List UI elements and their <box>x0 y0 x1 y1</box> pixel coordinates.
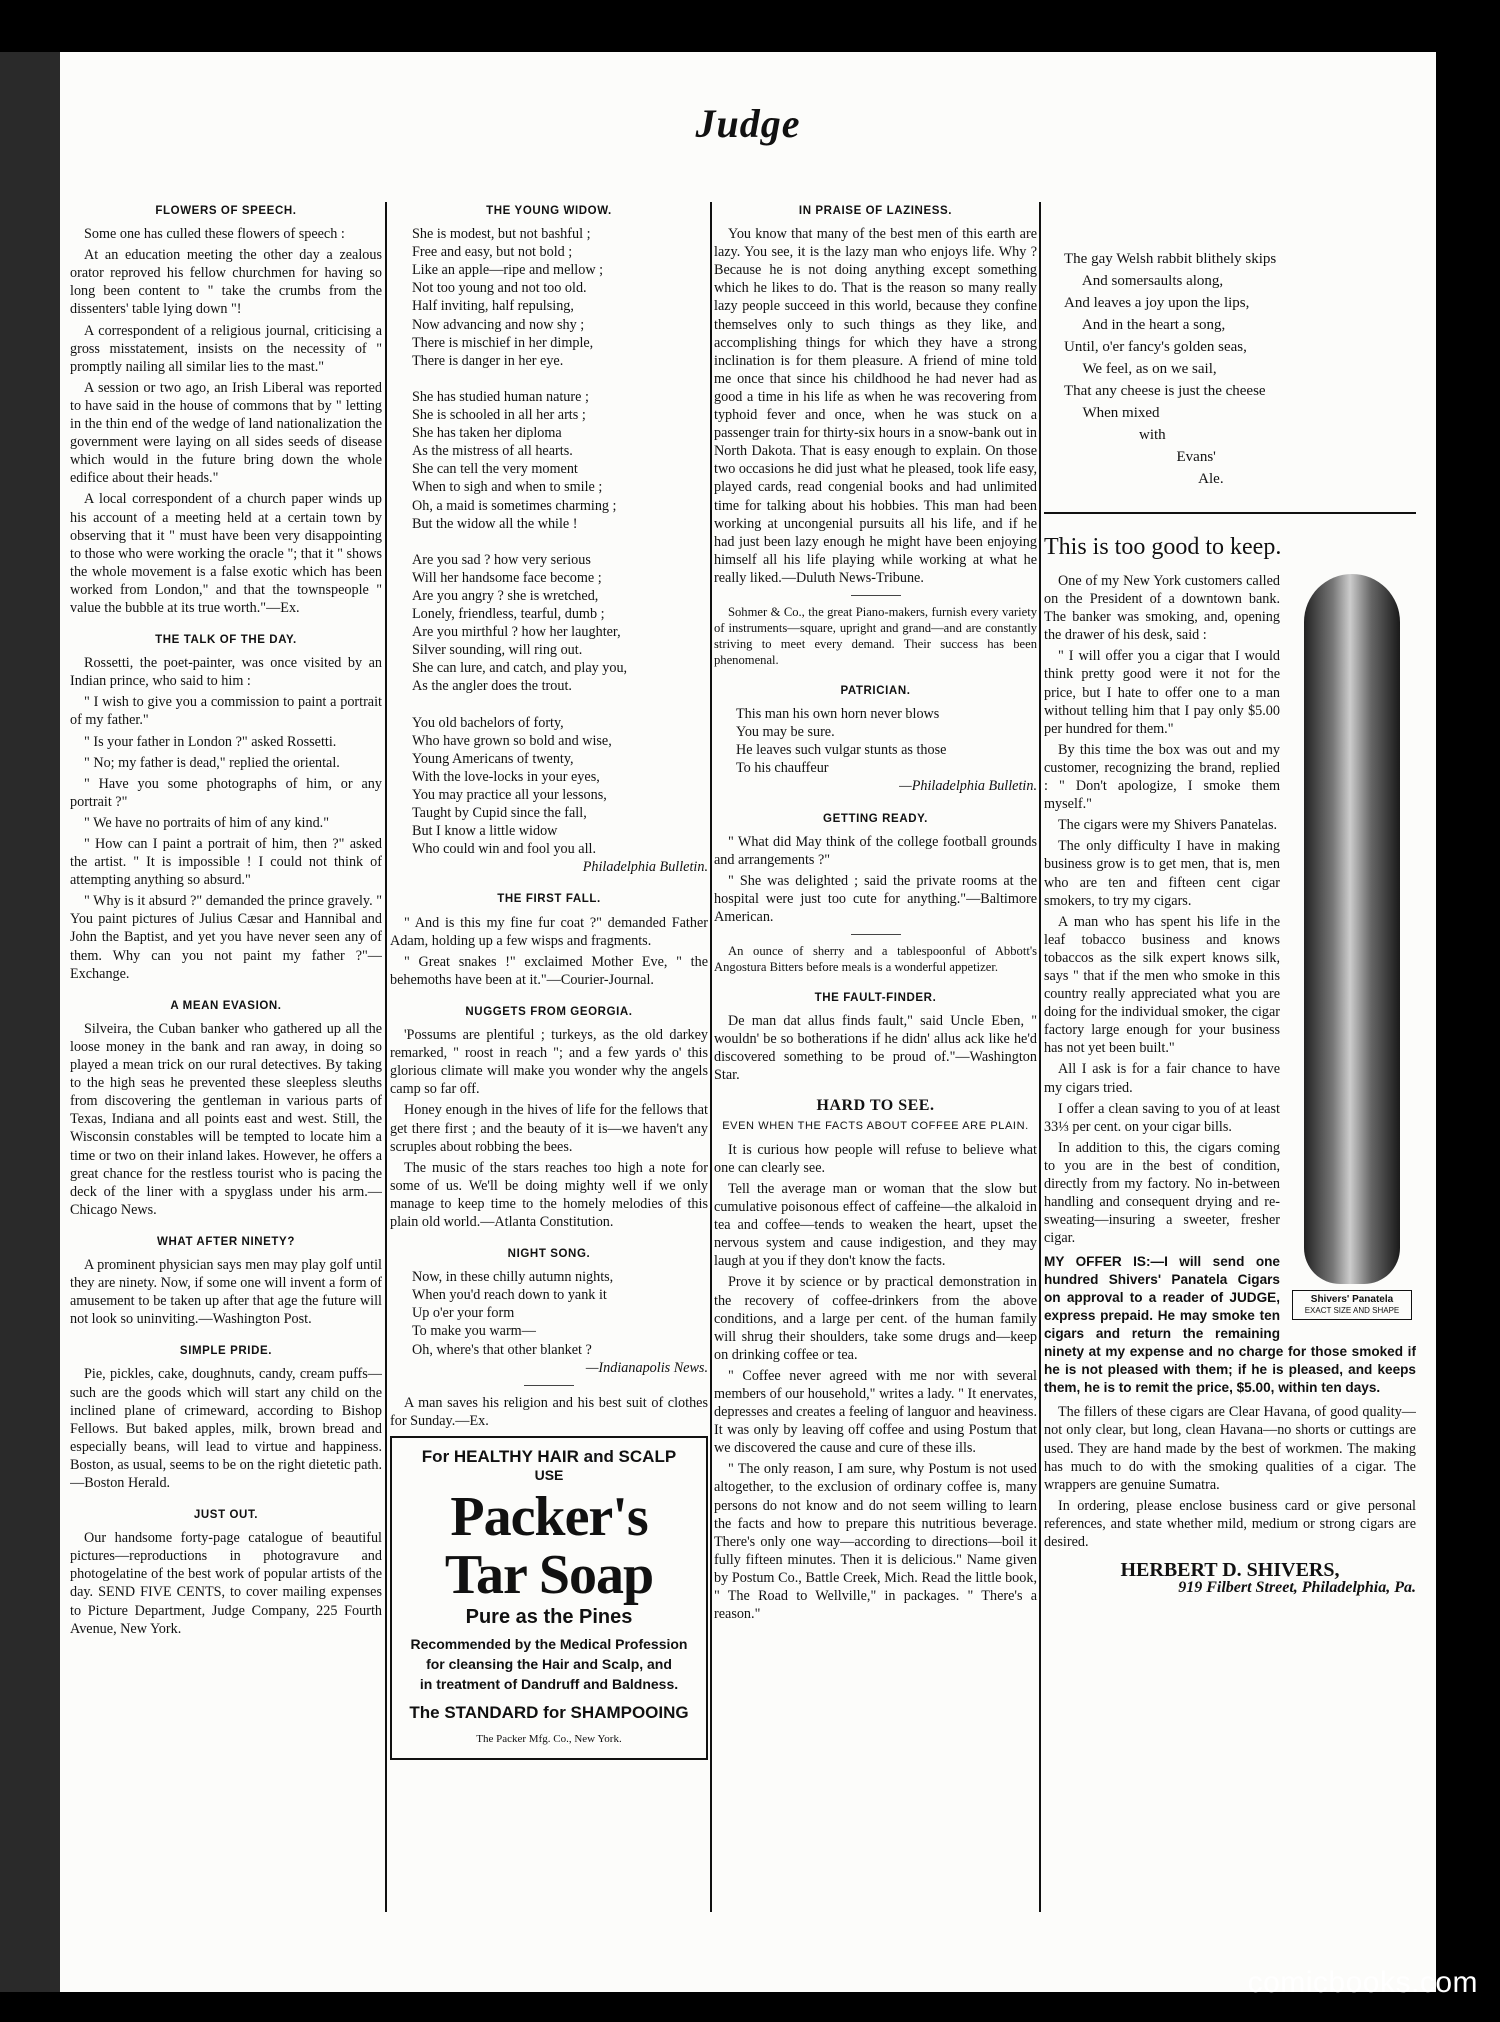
poem: Now, in these chilly autumn nights, When you'd reach down to yank it Up o'er your form To make you warm— Oh, where's that other blanket ? <box>412 1269 614 1358</box>
paragraph: " The only reason, I am sure, why Postum is not used altogether, to the exclusion of ordinary coffee is, many persons do not know and do not seem willing to learn the facts and how to prepare this nutritious beverage. There's only one way—according to directions—boil it fully fifteen minutes. Then it is delicious." Name given by Postum Co., Battle Creek, Mich. Read the little book, " The Road to Wellville," in packages. " There's a reason." <box>714 1461 1037 1623</box>
paragraph: " How can I paint a portrait of him, then ?" asked the artist. " It is impossible ! I could not think of attempting anything so absurd." <box>70 836 382 889</box>
paragraph: An ounce of sherry and a tablespoonful of Abbott's Angostura Bitters before meals is a wonderful appetizer. <box>714 944 1037 975</box>
article-heading: NIGHT SONG. <box>507 1248 591 1261</box>
ad-headline: This is too good to keep. <box>1044 534 1282 560</box>
paragraph: " We have no portraits of him of any kind." <box>84 814 330 831</box>
cigar-caption <box>1292 1290 1412 1320</box>
source-credit: —Indianapolis News. <box>585 1359 708 1376</box>
ad-line: For HEALTHY HAIR and SCALP <box>421 1446 677 1466</box>
article-heading: NUGGETS FROM GEORGIA. <box>465 1005 633 1018</box>
ad-line: in treatment of Dandruff and Baldness. <box>419 1676 679 1693</box>
cigar-label: Shivers' Panatela <box>1310 1294 1394 1305</box>
paragraph: " No; my father is dead," replied the oriental. <box>84 754 340 771</box>
paragraph: One of my New York customers called on the President of a downtown bank. The banker was smoking, and, opening the drawer of his desk, said : <box>1044 573 1280 644</box>
paragraph: The only difficulty I have in making business grow is to get men, that is, men who are ten and fifteen cent cigar smokers, to try my cigars. <box>1044 838 1280 909</box>
paragraph: A man saves his religion and his best suit of clothes for Sunday.—Ex. <box>390 1394 708 1429</box>
poem: She is modest, but not bashful ; Free and easy, but not bold ; Like an apple—ripe and mellow ; Not too young and not too old. Half inviting, half repulsing, Now advancing and now shy ; There is mischief in her dimple, There is danger in her eye. She has studied human nature ; She is schooled in all her arts ; She has taken her diploma As the mistress of all hearts. She can tell the very moment When to sigh and when to smile ; Oh, a maid is sometimes charming ; But the widow all the while ! Are you sad ? how very serious Will her handsome face become ; Are you angry ? she is wretched, Lonely, friendless, tearful, dumb ; Are you mirthful ? how her laughter, Silver sounding, will ring out. She can lure, and catch, and play you, As the angler does the trout. You old bachelors of forty, Who have grown so bold and wise, Young Americans of twenty, With the love-locks in your eyes, You may practice all your lessons, Taught by Cupid since the fall, But I know a little widow Who could win and fool you all. <box>412 226 628 858</box>
advertiser-address: 919 Filbert Street, Philadelphia, Pa. <box>1178 1579 1416 1597</box>
paragraph: Tell the average man or woman that the slow but cumulative poisonous effect of caffeine—the alkaloid in tea and coffee—tends to weaken the heart, upset the nervous system and cause indigestion, and they may laugh at you if they don't know the facts. <box>714 1180 1037 1270</box>
paragraph: By this time the box was out and my customer, recognizing the brand, replied : " Don't apologize, I smoke them myself." <box>1044 741 1280 813</box>
cigar-image <box>1304 574 1400 1284</box>
divider <box>1044 512 1416 514</box>
paragraph: It is curious how people will refuse to believe what one can clearly see. <box>714 1141 1037 1176</box>
divider <box>851 934 901 935</box>
cigar-illustration <box>1288 574 1416 1320</box>
column-1 <box>70 202 382 1922</box>
paragraph: " She was delighted ; said the private rooms at the hospital were just too cute for anything."—Baltimore American. <box>714 872 1037 925</box>
paragraph: " Great snakes !" exclaimed Mother Eve, " the behemoths have been at it."—Courier-Journal. <box>390 953 708 988</box>
article-heading: THE TALK OF THE DAY. <box>155 634 297 647</box>
article-heading: THE FIRST FALL. <box>497 893 601 906</box>
masthead: Judge <box>695 101 801 146</box>
paragraph: A prominent physician says men may play golf until they are ninety. Now, if some one will invent a form of amusement to be taken up after that age the future will not look so uninviting.—Washington Post. <box>70 1256 382 1328</box>
paragraph: " What did May think of the college football grounds and arrangements ?" <box>714 833 1037 868</box>
binding-edge <box>0 52 60 1992</box>
paragraph: " I will offer you a cigar that I would think pretty good were it not for the price, but I hate to offer one to a man without telling him that I pay only $5.00 per hundred for them." <box>1044 648 1280 737</box>
article-heading: SIMPLE PRIDE. <box>179 1345 273 1358</box>
ad-line: The STANDARD for SHAMPOOING <box>409 1703 689 1723</box>
article-heading: A MEAN EVASION. <box>170 999 282 1012</box>
paragraph: Sohmer & Co., the great Piano-makers, furnish every variety of instruments—square, upright and grand—and are constantly striving to meet every demand. Their success has been phenomenal. <box>714 604 1037 667</box>
paragraph: At an education meeting the other day a zealous orator reproved his fellow churchmen for having so long been content to " take the crumbs from the dissenters' table lying down "! <box>70 247 382 318</box>
ad-brand: Packer's <box>450 1486 648 1549</box>
paragraph: A local correspondent of a church paper winds up his account of a meeting held at a certain town by observing that it " must have been very disappointing to those who were working the oracle "; that it " shows the whole movement is a false exotic which has been worked from London," and that the townspeople " value the bubble at its true worth."—Ex. <box>70 491 382 616</box>
article-heading: JUST OUT. <box>193 1509 259 1522</box>
paragraph: A session or two ago, an Irish Liberal was reported to have said in the house of commons that by " letting in the thin end of the wedge of land nationalization the government were laying on all sides seeds of disease which would in the future bring down the whole edifice about their heads." <box>70 379 382 487</box>
divider <box>851 595 901 596</box>
advertiser-name: HERBERT D. SHIVERS, <box>1120 1559 1340 1582</box>
packers-tar-soap-ad <box>390 1436 708 1760</box>
paragraph: Pie, pickles, cake, doughnuts, candy, cream puffs—such are the goods which will start any child on the inclined plane of crimeward, according to Bishop Fellows. But baked apples, milk, brown bread and especially beans, will lead to virtue and happiness. Boston, as usual, seems to be on the right dietetic path.—Boston Herald. <box>70 1366 382 1491</box>
paragraph: 'Possums are plentiful ; turkeys, as the old darkey remarked, " roost in reach "; and a few yards o' this glorious climate will make you wonder why the angels camp so far off. <box>390 1027 708 1098</box>
paragraph: The fillers of these cigars are Clear Havana, of good quality—not only clear, but long, clean Havana—no shorts or cuttings are used. They are hand made by the best of workmen. The making has much to do with the smoking qualities of a cigar. The wrappers are genuine Sumatra. <box>1044 1404 1416 1493</box>
article-heading: WHAT AFTER NINETY? <box>157 1235 295 1248</box>
paragraph: The cigars were my Shivers Panatelas. <box>1058 817 1278 834</box>
article-heading: IN PRAISE OF LAZINESS. <box>798 205 953 217</box>
ad-line: Recommended by the Medical Profession <box>410 1636 688 1653</box>
article-subheading: EVEN WHEN THE FACTS ABOUT COFFEE ARE PLAIN. <box>722 1119 1029 1132</box>
paragraph: In ordering, please enclose business card or give personal references, and state whether mild, medium or strong cigars are desired. <box>1044 1497 1416 1551</box>
ad-line: for cleansing the Hair and Scalp, and <box>426 1656 672 1673</box>
column-2 <box>390 202 708 1922</box>
article-heading: THE YOUNG WIDOW. <box>486 205 612 217</box>
paragraph: In addition to this, the cigars coming to you are in the best of condition, directly from my factory. No in-between handling and consequent drying and re-sweating—insuring a sweeter, fresher cigar. <box>1044 1139 1280 1247</box>
paragraph: All I ask is for a fair chance to have my cigars tried. <box>1044 1061 1280 1096</box>
source-credit: —Philadelphia Bulletin. <box>899 778 1037 795</box>
paragraph: You know that many of the best men of this earth are lazy. You see, it is the lazy man who enjoys life. Why ? Because he is not doing anything except something which he likes to do. That is the reason so many really lazy people succeed in this world, because they confine themselves only to such things as they like, and accomplishing things for which they have a strong inclination is for them pleasure. A friend of mine told me once that since his childhood he had never had as good a time in his life as when he was recovering from typhoid fever and once, when he was stuck on a passenger train for thirty-six hours in a snow-bank out in North Dakota. That is easy enough to explain. On those two occasions he did just what he pleased, took life easy, played cards, read congenial books and had unlimited time for talking about his hobbies. This man had been working at uncongenial pursuits all his life, and if he had just been lazy enough he might have been enjoying himself all his life playing while working at what he really liked.—Duluth News-Tribune. <box>714 226 1037 586</box>
poem: This man his own horn never blows You may be sure. He leaves such vulgar stunts as those To his chauffeur <box>736 706 947 777</box>
magazine-page <box>60 52 1436 1992</box>
column-rule <box>385 202 387 1912</box>
paragraph: Our handsome forty-page catalogue of beautiful pictures—reproductions in photogravure and photogelatine of the best work of popular artists of the day. SEND FIVE CENTS, to cover mailing expenses to Picture Department, Judge Company, 225 Fourth Avenue, New York. <box>70 1530 382 1637</box>
paragraph: The music of the stars reaches too high a note for some of us. We'll be doing mighty well if we only manage to keep time to the homely melodies of this plain old world.—Atlanta Constitution. <box>390 1159 708 1230</box>
paragraph: " I wish to give you a commission to paint a portrait of my father." <box>70 694 382 729</box>
column-4 <box>1044 202 1416 1922</box>
ad-slogan: Pure as the Pines <box>465 1606 633 1629</box>
column-rule <box>710 202 712 1912</box>
source-credit: Philadelphia Bulletin. <box>582 859 708 876</box>
column-rule <box>1039 202 1041 1912</box>
paragraph: " And is this my fine fur coat ?" demanded Father Adam, holding up a few wisps and fragments. <box>390 914 708 949</box>
ad-line: USE <box>534 1467 564 1483</box>
paragraph: " Why is it absurd ?" demanded the prince gravely. " You paint pictures of Julius Cæsar and Hannibal and John the Baptist, and yet you have never seen any of them. Why can you not paint my father ?"—Exchange. <box>70 893 382 982</box>
paragraph: Prove it by science or by practical demonstration in the recovery of coffee-drinkers from the above conditions, and a large per cent. of the human family will shrug their shoulders, take some drugs and—keep on drinking coffee or tea. <box>714 1274 1037 1363</box>
article-heading: FLOWERS OF SPEECH. <box>155 205 297 217</box>
article-heading: GETTING READY. <box>823 812 928 825</box>
paragraph: A man who has spent his life in the leaf tobacco business and knows tobaccos as the silk expert knows silk, says " that if the men who smoke in this country really appreciated what you are doing for the individual smoker, the cigar factory large enough for your business has not yet been built." <box>1044 913 1280 1057</box>
ad-brand: Tar Soap <box>444 1544 654 1607</box>
article-heading: THE FAULT-FINDER. <box>814 992 937 1005</box>
paragraph: Some one has culled these flowers of speech : <box>84 226 345 243</box>
evans-ale-verse: The gay Welsh rabbit blithely skips And somersaults along, And leaves a joy upon the lips, And in the heart a song, Until, o'er fancy's golden seas, We feel, as on we sail, That any cheese is just the cheese When mixed with Evans' Ale. <box>1064 251 1277 487</box>
watermark: comicbooks.com <box>1247 1966 1478 1999</box>
offer-text: MY OFFER IS:—I will send one hundred Shivers' Panatela Cigars on approval to a reader of JUDGE, express prepaid. He may smoke ten cigars and return the remaining ninety at my expense and no charge for those smoked if he is not pleased with them; if he is pleased, and keeps them, he is to remit the price, $5.00, within ten days. <box>1044 1254 1416 1396</box>
paragraph: Honey enough in the hives of life for the fellows that get there first ; and the beauty of it is—we haven't any scruples about robbing the bees. <box>390 1102 708 1155</box>
article-heading: PATRICIAN. <box>840 684 911 697</box>
paragraph: A correspondent of a religious journal, criticising a gross misstatement, insists on the necessity of " promptly nailing all similar lies to the mast." <box>70 322 382 375</box>
paragraph: Silveira, the Cuban banker who gathered up all the loose money in the bank and ran away, in doing so played a mean trick on our rural detectives. By taking to the high seas he prevented these sleepless sleuths from discovering the gentleman in various parts of Texas, Indiana and all points east and west. Still, the Wisconsin constables will be tempted to locate him a time or two on their inland lakes. However, he offers a great chance for the restless tourist who is pacing the deck of the liner with a spyglass under his arm.—Chicago News. <box>70 1020 382 1218</box>
paragraph: " Have you some photographs of him, or any portrait ?" <box>70 775 382 810</box>
paragraph: Rossetti, the poet-painter, was once visited by an Indian prince, who said to him : <box>70 655 382 690</box>
cigar-sublabel: EXACT SIZE AND SHAPE <box>1304 1306 1400 1315</box>
column-3 <box>714 202 1037 1922</box>
paragraph: " Coffee never agreed with me nor with several members of our household," writes a lady. " It enervates, depresses and creates a feeling of languor and heaviness. It was only by leaving off coffee and using Postum that we discovered the cause and cure of these ills. <box>714 1367 1037 1457</box>
article-heading: HARD TO SEE. <box>816 1096 935 1114</box>
paragraph: I offer a clean saving to you of at least 33⅓ per cent. on your cigar bills. <box>1044 1100 1280 1135</box>
paragraph: " Is your father in London ?" asked Rossetti. <box>84 733 337 750</box>
ad-maker: The Packer Mfg. Co., New York. <box>476 1733 622 1746</box>
paragraph: De man dat allus finds fault," said Uncle Eben, " wouldn' be so botherations if he didn' allus ack like he'd discovered something to be proud of."—Washington Star. <box>714 1013 1037 1084</box>
divider <box>524 1385 574 1386</box>
